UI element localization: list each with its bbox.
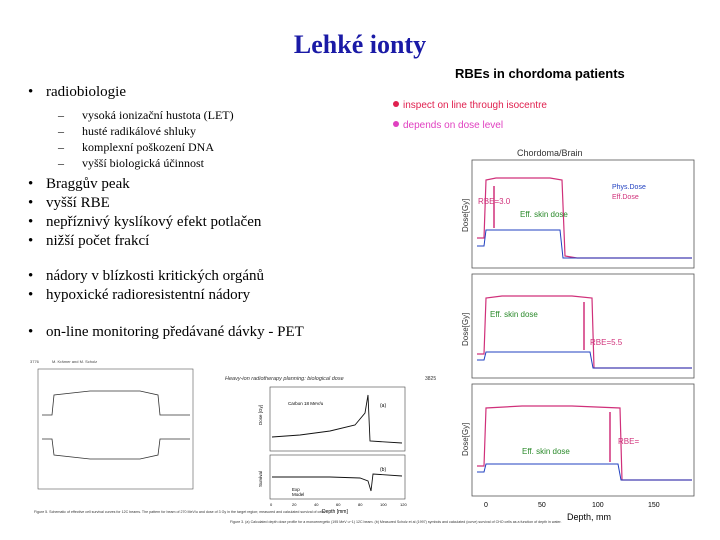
- panel-frame: [472, 160, 694, 268]
- left-curve: [42, 391, 190, 415]
- bullet-text: hypoxické radioresistentní nádory: [46, 287, 251, 303]
- dose-y-label: Dose [Gy]: [258, 404, 263, 425]
- bullet-mark: •: [28, 214, 34, 230]
- rbe-panel-2: [461, 274, 694, 378]
- bullet-text: nižší počet frakcí: [46, 233, 150, 249]
- series-label: Eff.Dose: [612, 194, 639, 201]
- sub-text: vysoká ionizační hustota (LET): [82, 108, 234, 122]
- eff-dose-line: [477, 406, 692, 480]
- phys-dose-line: [477, 230, 692, 258]
- legend-marker: [393, 101, 399, 107]
- rbe-label: RBE=5.5: [590, 338, 623, 347]
- x-tick-label: 40: [314, 502, 319, 507]
- panel-title: Chordoma/Brain: [517, 148, 583, 158]
- sub-text: husté radikálové shluky: [82, 124, 196, 138]
- dash-mark: –: [58, 156, 64, 170]
- x-axis-label: Depth [mm]: [322, 509, 348, 515]
- left-header: M. Krämer and M. Scholz: [52, 359, 98, 364]
- phys-dose-line: [477, 464, 692, 480]
- x-axis-label: Depth, mm: [567, 512, 612, 522]
- rbe-panel-1: [461, 160, 694, 268]
- plot-legend: Carbon 18 MeV/u: [288, 401, 324, 406]
- x-tick-label: 20: [292, 502, 297, 507]
- x-tick-label: 0: [484, 502, 488, 509]
- legend-marker: [393, 121, 399, 127]
- dash-mark: –: [58, 108, 64, 122]
- bullet-text: on-line monitoring předávané dávky - PET: [46, 324, 304, 340]
- skin-dose-label: Eff. skin dose: [522, 447, 570, 456]
- survival-y-label: Survival: [258, 470, 263, 487]
- bullet-mark: •: [28, 287, 34, 303]
- rbe-label: RBE=3.0: [478, 197, 511, 206]
- phys-dose-line: [477, 352, 692, 368]
- rbe-label: RBE=: [618, 437, 640, 446]
- y-axis-label: Dose[Gy]: [461, 312, 470, 346]
- y-axis-label: Dose[Gy]: [461, 198, 470, 232]
- skin-dose-label: Eff. skin dose: [520, 210, 568, 219]
- bullet-text: Braggův peak: [46, 176, 130, 192]
- y-axis-label: Dose[Gy]: [461, 422, 470, 456]
- rbe-panel-3: [461, 384, 694, 522]
- panel-label: (a): [380, 403, 387, 409]
- panel-label: (b): [380, 467, 387, 473]
- x-tick-label: 120: [400, 502, 407, 507]
- x-tick-label: 0: [270, 502, 273, 507]
- bullet-text: nepříznivý kyslíkový efekt potlačen: [46, 214, 262, 230]
- sub-text: komplexní poškození DNA: [82, 140, 214, 154]
- x-tick-label: 60: [336, 502, 341, 507]
- plot-legend: Model: [292, 492, 305, 497]
- bullet-text: radiobiologie: [46, 84, 126, 100]
- figure-caption: Figure 3. (a) Calculated depth dose profile for a monoenergetic (195 MeV u−1) 12C beam. (b) Measured Scholz et al (1997) symbols and calculated (curve) survival of CHO cells as a function of depth in water.: [230, 520, 562, 524]
- series-label: Phys.Dose: [612, 184, 646, 191]
- panel-frame: [472, 384, 694, 496]
- left-plot-frame: [38, 369, 193, 489]
- rbe-figure-title: RBEs in chordoma patients: [455, 66, 625, 81]
- bullet-mark: •: [28, 268, 34, 284]
- paper-page: 3825: [425, 376, 437, 382]
- legend-item: inspect on line through isocentre: [403, 100, 547, 111]
- x-tick-label: 100: [592, 502, 604, 509]
- bullet-mark: •: [28, 176, 34, 192]
- x-tick-label: 50: [538, 502, 546, 509]
- bullet-text: nádory v blízkosti kritických orgánů: [46, 268, 265, 284]
- x-tick-label: 150: [648, 502, 660, 509]
- eff-dose-line: [477, 178, 692, 258]
- x-tick-label: 80: [358, 502, 363, 507]
- slide-title: Lehké ionty: [293, 30, 427, 59]
- left-curve: [42, 439, 190, 459]
- bullet-mark: •: [28, 195, 34, 211]
- bullet-mark: •: [28, 233, 34, 249]
- bullet-text: vyšší RBE: [46, 195, 110, 211]
- legend-item: depends on dose level: [403, 120, 504, 131]
- skin-dose-label: Eff. skin dose: [490, 310, 538, 319]
- dose-plot-frame: [270, 387, 405, 451]
- panel-frame: [472, 274, 694, 378]
- left-page-number: 3776: [30, 359, 39, 364]
- sub-text: vyšší biologická účinnost: [82, 156, 204, 170]
- plot-legend: Exp: [292, 487, 300, 492]
- bullet-mark: •: [28, 84, 34, 100]
- dash-mark: –: [58, 140, 64, 154]
- dash-mark: –: [58, 124, 64, 138]
- bullet-mark: •: [28, 324, 34, 340]
- paper-header: Heavy-ion radiotherapy planning: biological dose: [225, 376, 344, 382]
- left-caption: Figure 5. Schematic of effective cell survival curves for 12C beams. The pattern for beam of 270 MeV/u and dose of 3 Gy in the target region; measured and calculated survival of cells.: [34, 510, 326, 514]
- x-tick-label: 100: [380, 502, 387, 507]
